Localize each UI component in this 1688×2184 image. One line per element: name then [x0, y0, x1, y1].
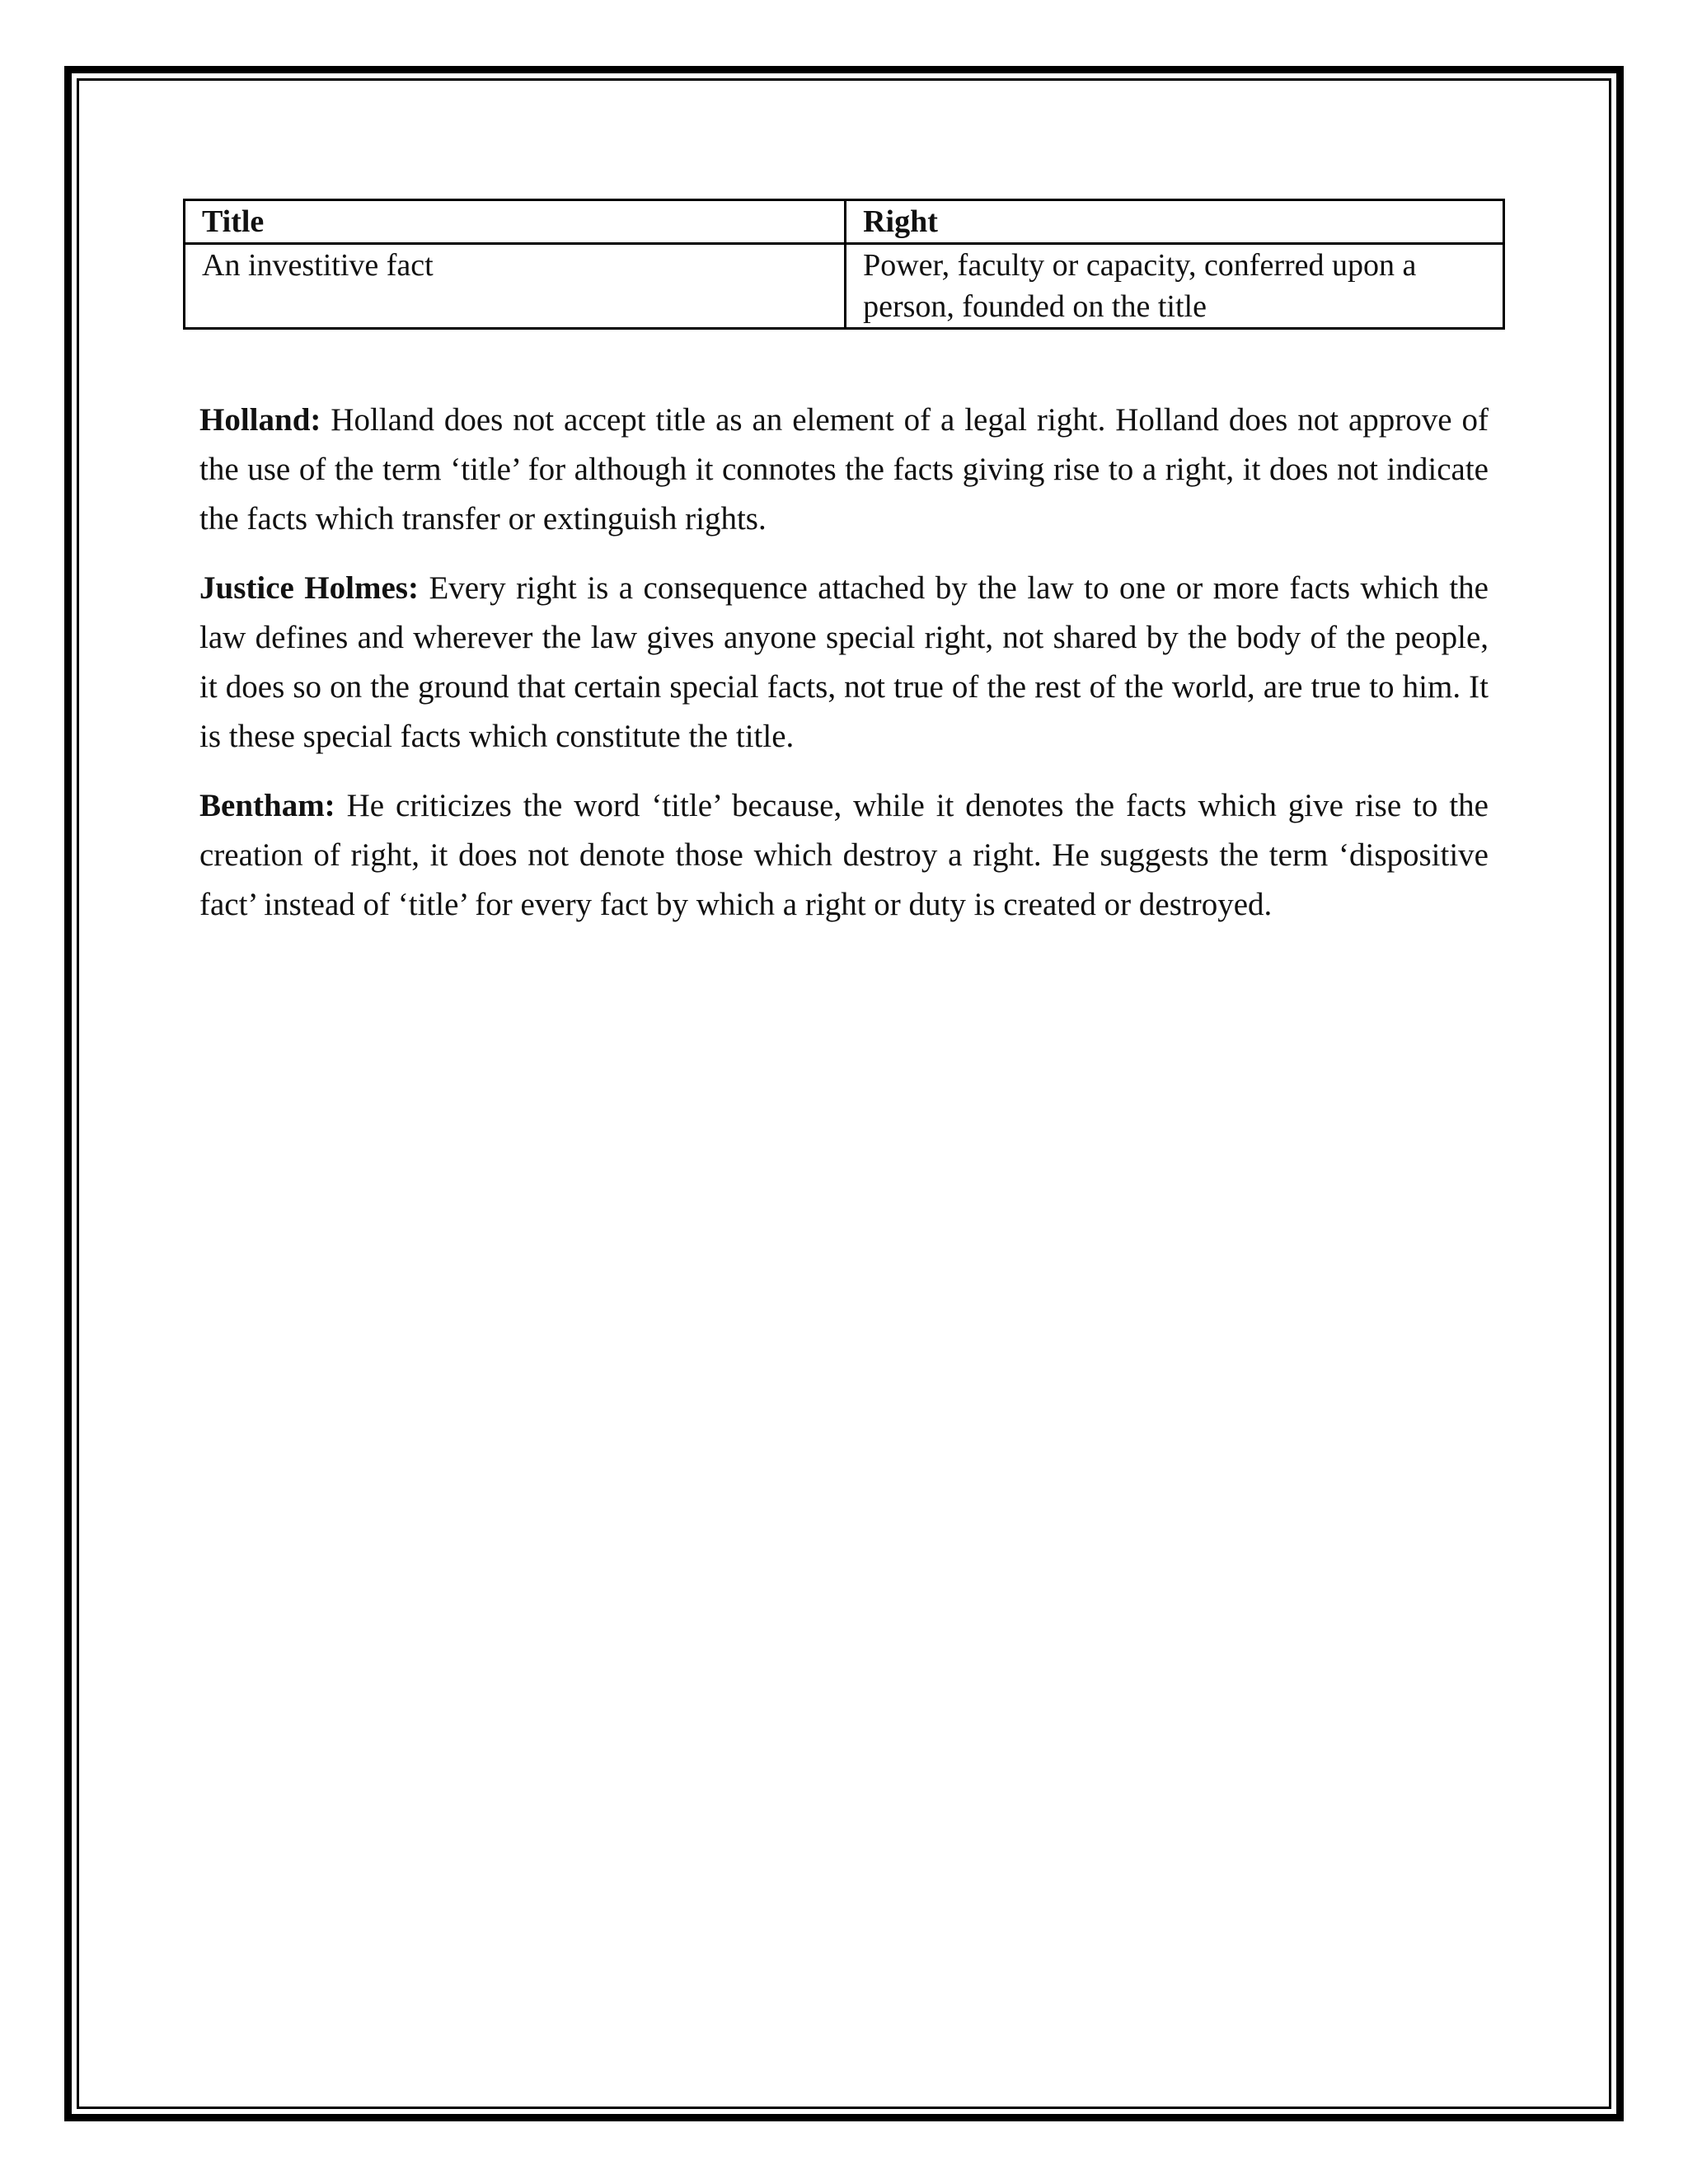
- table-header-row: [185, 200, 1504, 244]
- paragraph-bentham: [183, 781, 1505, 930]
- paragraph-lead-justice-holmes: Justice Holmes:: [199, 570, 419, 606]
- paragraph-lead-holland: Holland:: [199, 402, 321, 438]
- paragraph-lead-bentham: Bentham:: [199, 788, 335, 823]
- paragraph-text-holland: Holland does not accept title as an element of a legal right. Holland does not approve of the use of the term ‘title’ for although it connotes the facts giving rise to a right, it does not indicate the facts which transfer or extinguish rights.: [199, 402, 1489, 537]
- title-right-table: [183, 199, 1505, 330]
- paragraph-holland: [183, 396, 1505, 544]
- table-row: [185, 244, 1504, 329]
- document-body: [183, 199, 1505, 930]
- table-header-title: Title: [185, 200, 846, 244]
- table-cell-right: Power, faculty or capacity, conferred upon a person, founded on the title: [846, 244, 1504, 329]
- paragraph-justice-holmes: [183, 564, 1505, 762]
- table-cell-title: An investitive fact: [185, 244, 846, 329]
- table-header-right: Right: [846, 200, 1504, 244]
- paragraph-text-justice-holmes: Every right is a consequence attached by the law to one or more facts which the law defines and wherever the law gives anyone special right, not shared by the body of the people, it does so on the ground that certain special facts, not true of the rest of the world, are true to him. It is these special facts which constitute the title.: [199, 570, 1489, 754]
- paragraph-text-bentham: He criticizes the word ‘title’ because, while it denotes the facts which give rise to the creation of right, it does not denote those which destroy a right. He suggests the term ‘dispositive fact’ instead of ‘title’ for every fact by which a right or duty is created or destroyed.: [199, 788, 1489, 922]
